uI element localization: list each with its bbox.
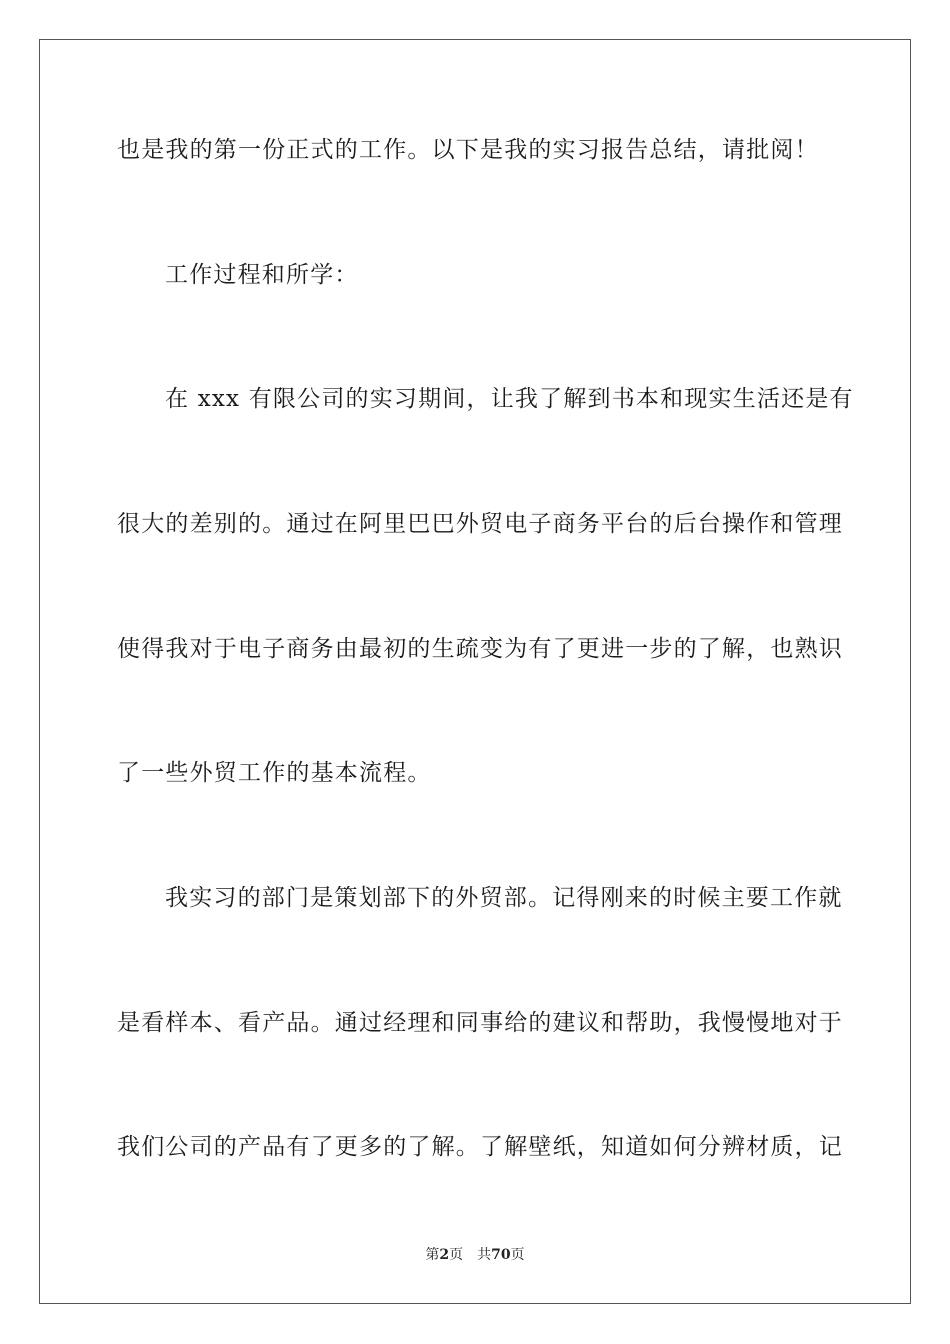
page-suffix: 页 [449, 1247, 464, 1263]
page-footer [0, 1245, 950, 1265]
section-heading: 工作过程和所学： [165, 262, 359, 288]
text-line-7: 我实习的部门是策划部下的外贸部。记得刚来的时候主要工作就 [165, 885, 843, 911]
text-line-5: 使得我对于电子商务由最初的生疏变为有了更进一步的了解，也熟识 [117, 636, 843, 662]
page-prefix: 第 [425, 1247, 440, 1263]
text-line-1: 也是我的第一份正式的工作。以下是我的实习报告总结，请批阅！ [117, 137, 819, 163]
text-line-8: 是看样本、看产品。通过经理和同事给的建议和帮助，我慢慢地对于 [117, 1010, 843, 1036]
text-line-3: 在 xxx 有限公司的实习期间，让我了解到书本和现实生活还是有 [165, 386, 854, 412]
total-suffix: 页 [510, 1247, 525, 1263]
text-line-9: 我们公司的产品有了更多的了解。了解壁纸，知道如何分辨材质，记 [117, 1134, 843, 1160]
page-number: 2 [439, 1247, 450, 1263]
text-line-6: 了一些外贸工作的基本流程。 [117, 760, 432, 786]
total-prefix: 共 [477, 1247, 492, 1263]
total-pages: 70 [491, 1247, 511, 1263]
text-line-4: 很大的差别的。通过在阿里巴巴外贸电子商务平台的后台操作和管理 [117, 511, 843, 537]
page-border [39, 39, 911, 1304]
